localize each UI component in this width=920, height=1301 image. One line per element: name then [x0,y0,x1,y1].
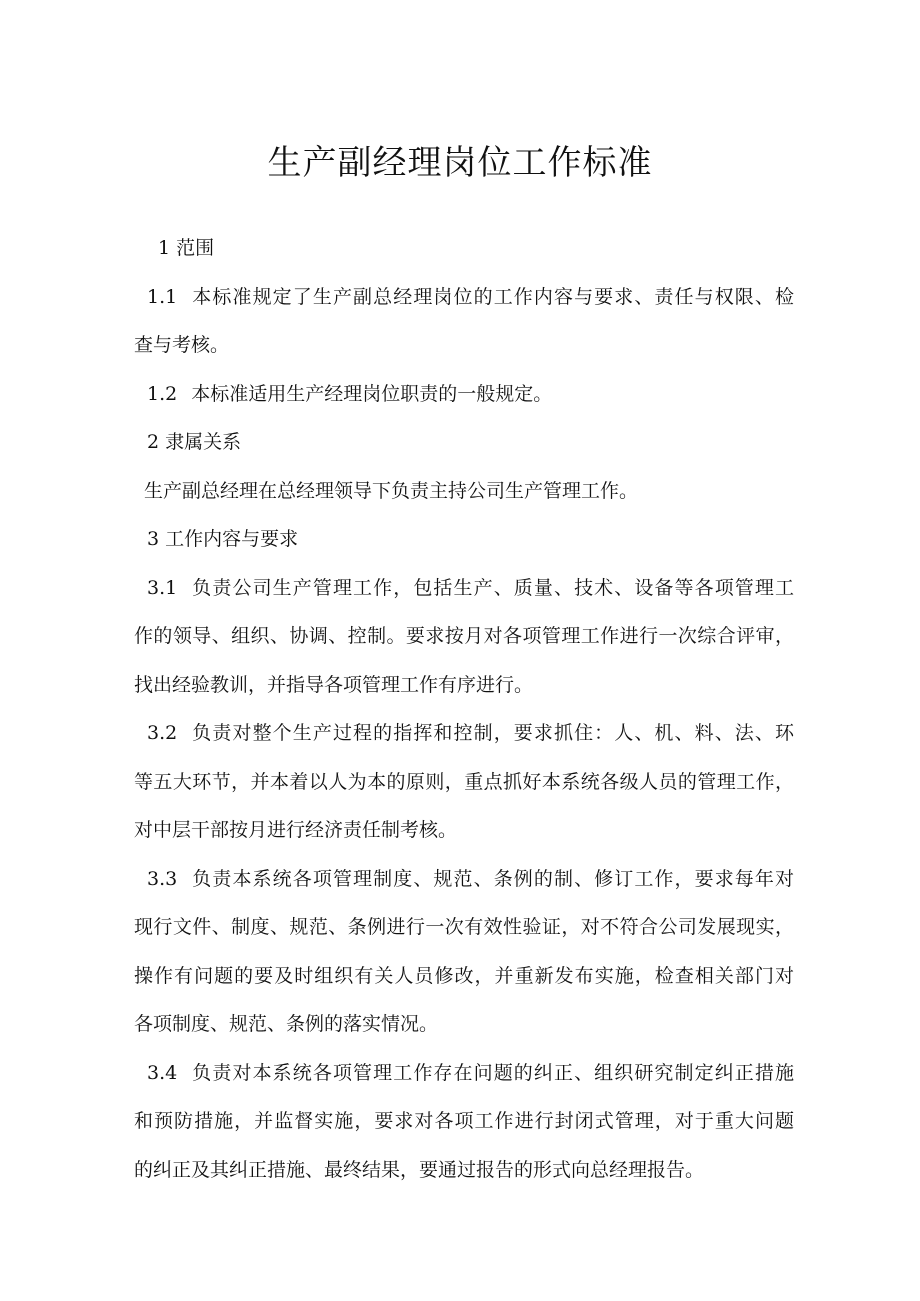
paragraph-line [134,564,794,613]
paragraph-line: 生产副总经理在总经理领导下负责主持公司生产管理工作。 [144,479,639,502]
paragraph-line: 对中层干部按月进行经济责任制考核。 [134,819,458,841]
paragraph-line: 现行文件、制度、规范、条例进行一次有效性验证，对不符合公司发展现实， [134,916,794,938]
paragraph-text: 负责对本系统各项管理工作存在问题的纠正、组织研究制定纠正措施 [191,1061,794,1084]
clause-number: 3.2 [147,722,178,744]
section-heading: 1 范围 [158,237,215,259]
clause-number: 3.1 [147,576,178,599]
paragraph-text: 负责公司生产管理工作，包括生产、质量、技术、设备等各项管理工 [191,576,794,599]
paragraph-line [134,1049,794,1098]
paragraph-text: 负责对整个生产过程的指挥和控制，要求抓住：人、机、料、法、环 [191,722,794,744]
paragraph-text: 负责本系统各项管理制度、规范、条例的制、修订工作，要求每年对 [191,867,794,890]
paragraph-line: 作的领导、组织、协调、控制。要求按月对各项管理工作进行一次综合评审， [134,625,794,647]
paragraph-line: 等五大环节，并本着以人为本的原则，重点抓好本系统各级人员的管理工作， [134,770,794,793]
paragraph-line [134,370,794,419]
paragraph-line: 查与考核。 [134,334,230,356]
paragraph-line: 的纠正及其纠正措施、最终结果，要通过报告的形式向总经理报告。 [134,1158,705,1181]
clause-number: 3.4 [147,1061,178,1084]
paragraph-line [134,709,794,758]
paragraph-line: 操作有问题的要及时组织有关人员修改，并重新发布实施，检查相关部门对 [134,964,794,987]
paragraph-line: 各项制度、规范、条例的落实情况。 [134,1013,439,1035]
section-heading: 2 隶属关系 [147,431,242,453]
document-body [134,224,794,1194]
paragraph-line: 和预防措施，并监督实施，要求对各项工作进行封闭式管理，对于重大问题 [134,1110,794,1132]
paragraph-line: 找出经验教训，并指导各项管理工作有序进行。 [134,673,534,696]
paragraph-text: 本标准规定了生产副总经理岗位的工作内容与要求、责任与权限、检 [191,285,794,308]
paragraph-text: 本标准适用生产经理岗位职责的一般规定。 [191,382,553,405]
paragraph-line [134,855,794,904]
document-title: 生产副经理岗位工作标准 [267,143,653,183]
section-heading: 3 工作内容与要求 [147,528,299,550]
paragraph-line [134,273,794,322]
clause-number: 1.2 [147,382,178,405]
clause-number: 1.1 [147,285,178,308]
clause-number: 3.3 [147,867,178,890]
